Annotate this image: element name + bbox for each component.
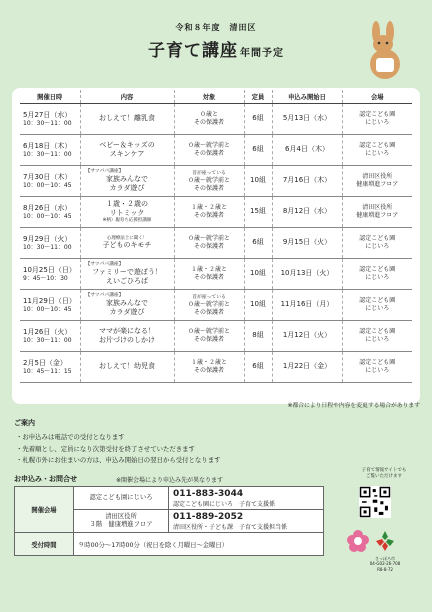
course-venue: 認定こども園 にじいろ [342,321,412,352]
course-content [80,166,174,197]
course-content [80,259,174,290]
venue-label: 開催会場 [15,487,74,533]
header-start: 申込み開始日 [272,90,342,104]
course-title: 家族みんなで [106,175,148,184]
course-title: リトミック [109,209,145,218]
notice-item: ・お申込みは電話での受付となります [16,433,125,441]
course-time: 10：00～10：45 [23,305,72,313]
header-venue: 会場 [342,90,412,104]
course-target [174,135,244,166]
contact-subtitle: ※開催会場により申込み先が異なります [116,477,224,484]
target-line: ０歳と [199,111,218,119]
target-line: その保護者 [193,185,224,193]
course-date: 9月29日（火） 10：30～11：00 [20,228,80,259]
schedule-row [20,259,412,290]
year-line: 令和８年度 清田区 [175,23,257,32]
header-capacity: 定員 [244,90,272,104]
course-content [80,197,174,228]
course-start-date: 8月12日（水） [272,197,342,228]
course-target [174,166,244,197]
course-start-date: 1月12日（火） [272,321,342,352]
course-capacity: 6組 [244,228,272,259]
course-date: 5月27日（水） 10：30～11：00 [20,104,80,135]
target-line: その保護者 [193,367,224,374]
target-line: その保護者 [193,243,224,250]
course-note: ※柄）親育ち応援担講師 [102,218,152,224]
hours-row [15,533,324,556]
header-content: 内容 [80,90,174,104]
contact-org: 清田区役所 ３階 健康増進フロア [74,510,169,533]
qr-caption: 子育て情報サイトでも ご覧いただけます [361,468,407,479]
course-start-date: 6月4日（木） [272,135,342,166]
course-title: １歳・２歳の [106,199,148,208]
course-target [174,104,244,135]
target-line: ０歳～就学前と [187,301,230,309]
schedule-row [20,290,412,321]
course-venue: 認定こども園 にじいろ [342,228,412,259]
qr-code-icon[interactable] [359,486,391,518]
course-content [80,104,174,135]
contact-row [15,487,324,510]
course-capacity: 15組 [244,197,272,228]
course-note: 心理療法士に聞く！ [106,235,148,241]
course-capacity: 8組 [244,321,272,352]
schedule-table [20,90,412,383]
target-line: その保護者 [193,119,224,126]
phone-number[interactable]: 011-883-3044 [173,488,244,499]
header-date: 開催日時 [20,90,80,104]
notice-list [16,432,221,467]
target-line: その保護者 [193,336,224,343]
publisher-info: さっぽろ市 04-G02-26-708 R8-8-72 [369,556,401,572]
header-target: 対象 [174,90,244,104]
course-time: 10：30～11：00 [23,336,72,344]
course-target [174,228,244,259]
schedule-row [20,135,412,166]
contact-table [14,486,324,556]
hours-value: ９時00分～17時00分（祝日を除く月曜日～金曜日） [74,533,324,556]
course-title: おしえて！幼児食 [99,362,155,371]
course-target [174,197,244,228]
target-line: その保護者 [193,212,224,219]
course-content [80,321,174,352]
course-capacity: 10組 [244,166,272,197]
course-start-date: 10月13日（火） [272,259,342,290]
title-main: 子育て講座 [148,41,238,61]
notice-title: ご案内 [14,419,35,427]
course-target [174,352,244,383]
phone-number[interactable]: 011-889-2052 [173,511,244,522]
course-venue: 清田区役所 健康増進フロア [342,166,412,197]
schedule-row [20,197,412,228]
course-venue: 認定こども園 にじいろ [342,104,412,135]
schedule-row [20,321,412,352]
contact-detail [169,510,324,533]
course-time: 9：45～10：30 [23,274,68,282]
course-start-date: 5月13日（水） [272,104,342,135]
course-title: 子どものキモチ [102,241,152,250]
course-title: 家族みんなで [106,299,148,308]
course-tag: 【サツバパ講座】 [85,168,124,174]
contact-title: お申込み・お問合せ [14,475,77,483]
schedule-row [20,166,412,197]
course-target [174,290,244,321]
hours-label: 受付時間 [15,533,74,556]
course-date: 2月5日（金） 10：45～11：15 [20,352,80,383]
course-capacity: 6組 [244,104,272,135]
course-tag: 【サツバパ講座】 [85,261,124,267]
schedule-row [20,228,412,259]
course-venue: 認定こども園 にじいろ [342,290,412,321]
flower-badge-icon [345,528,371,554]
notice-item: ・札幌市外にお住まいの方は、申込み開始日の翌日から受付となります [16,456,221,464]
course-content [80,135,174,166]
course-tag: 【サツバパ講座】 [85,292,124,298]
course-venue: 認定こども園 にじいろ [342,135,412,166]
course-title: カラダ遊び [109,308,145,317]
target-line: その保護者 [193,309,224,317]
course-time: 10：00～10：45 [23,181,72,189]
target-line: ０歳～就学前と [187,142,230,150]
course-target [174,321,244,352]
course-venue: 清田区役所 健康増進フロア [342,197,412,228]
course-title: スキンケア [109,150,145,158]
course-date: 11月29日（日） 10：00～10：45 [20,290,80,321]
course-title: おしえて！離乳食 [99,114,155,123]
schedule-footnote: ※都合により日程や内容を変更する場合があります [287,403,420,409]
course-title: ファミリーで遊ぼう！ [92,268,162,277]
course-date: 7月30日（木） 10：00～10：45 [20,166,80,197]
schedule-header-row [20,90,412,104]
target-line: １歳・２歳と [190,204,227,212]
course-time: 10：30～11：00 [23,243,72,251]
course-capacity: 6組 [244,352,272,383]
course-date: 8月26日（水） 10：00～10：45 [20,197,80,228]
course-venue: 認定こども園 にじいろ [342,352,412,383]
course-content [80,228,174,259]
course-capacity: 10組 [244,259,272,290]
course-start-date: 1月22日（金） [272,352,342,383]
course-time: 10：45～11：15 [23,367,72,375]
target-line: １歳・２歳と [190,359,227,367]
contact-org: 認定こども園にじいろ [74,487,169,510]
course-title: えいごひろば [106,277,148,286]
course-content [80,352,174,383]
target-note: 首が座っている [192,295,226,301]
target-line: ０歳～就学前と [187,328,230,336]
course-time: 10：00～10：45 [23,212,72,220]
target-line: その保護者 [193,274,224,281]
course-date: 10月25日（日） 9：45～10：30 [20,259,80,290]
course-capacity: 6組 [244,135,272,166]
target-line: ０歳～就学前と [187,235,230,243]
city-emblem-icon [372,528,398,554]
target-line: １歳・２歳と [190,266,227,274]
target-line: ０歳～就学前と [187,177,230,185]
course-date: 1月26日（火） 10：30～11：00 [20,321,80,352]
course-start-date: 9月15日（火） [272,228,342,259]
contact-dept: 清田区役所・子ども課 子育て支援担当係 [173,523,288,531]
course-content [80,290,174,321]
schedule-card [12,88,420,404]
course-start-date: 11月16日（月） [272,290,342,321]
contact-detail [169,487,324,510]
course-date: 6月18日（木） 10：30～11：00 [20,135,80,166]
course-title: お片づけのしかけ [99,336,155,344]
rabbit-icon [360,20,410,80]
course-target [174,259,244,290]
course-venue: 認定こども園 にじいろ [342,259,412,290]
schedule-row [20,104,412,135]
contact-dept: 認定こども園にじいろ 子育て支援係 [173,500,276,508]
title-sub: 年間予定 [240,48,284,59]
course-capacity: 10組 [244,290,272,321]
schedule-row [20,352,412,383]
course-title: ママが楽になる！ [99,326,155,335]
course-start-date: 7月16日（木） [272,166,342,197]
course-time: 10：30～11：00 [23,119,72,127]
course-title: ベビー＆キッズの [99,140,155,149]
target-note: 首が座っている [192,171,226,177]
notice-item: ・先着順とし、定員になり次第受付を終了させていただきます [16,444,195,453]
course-time: 10：30～11：00 [23,150,72,158]
course-title: カラダ遊び [109,184,145,193]
target-line: その保護者 [193,150,224,157]
